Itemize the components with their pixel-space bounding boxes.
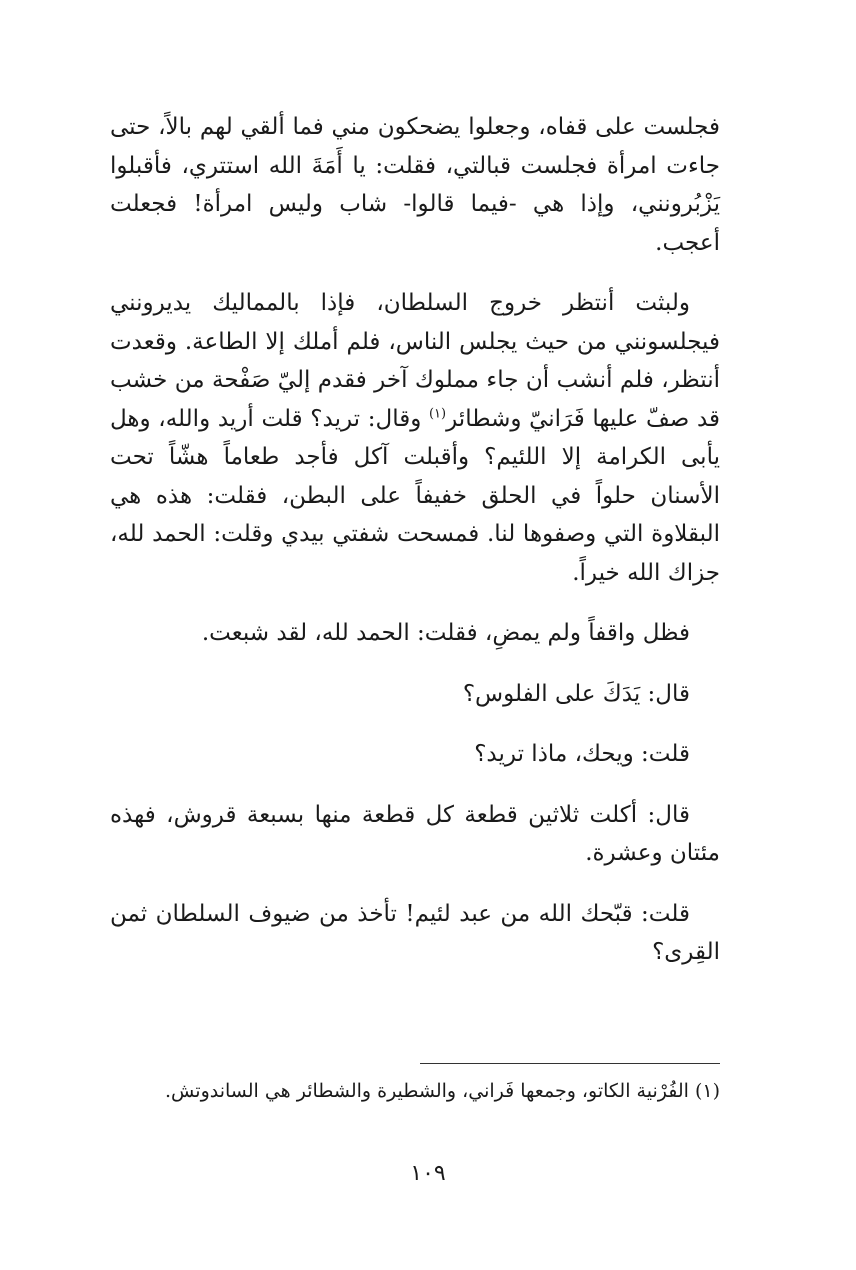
paragraph-1: فجلست على قفاه، وجعلوا يضحكون مني فما ألقي لهم بالاً، حتى جاءت امرأة فجلست قبالتي، فقلت: يا أَمَةَ الله استتري، فأقبلوا يَزْبُرونني، وإذا هي -فيما قالوا- شاب وليس امرأة! فجعلت أعجب. <box>110 114 720 256</box>
footnote-reference: (١) <box>428 405 447 421</box>
paragraph-4: قال: يَدَكَ على الفلوس؟ <box>462 680 690 707</box>
paragraph-5: قلت: ويحك، ماذا تريد؟ <box>474 741 690 767</box>
page-number: ١٠٩ <box>410 1161 446 1186</box>
page-body <box>110 108 720 994</box>
paragraph-2 <box>110 284 720 592</box>
footnote: (١) الفُرْنية الكاتو، وجمعها فَراني، والشطيرة والشطائر هي الساندوتش. <box>165 1080 720 1102</box>
paragraph-7: قلت: قبّحك الله من عبد لئيم! تأخذ من ضيوف السلطان ثمن القِرى؟ <box>110 900 720 965</box>
paragraph-2-text-before: ولبثت أنتظر خروج السلطان، فإذا بالمماليك يديرونني فيجلسونني من حيث يجلس الناس، فلم أملك إلا الطاعة. وقعدت أنتظر، فلم أنشب أن جاء مملوك آخر فقدم إليّ صَفْحة من خشب قد صفّ عليها فَرَانيّ وشطائر <box>110 290 721 432</box>
paragraph-3: فظل واقفاً ولم يمضِ، فقلت: الحمد لله، لقد شبعت. <box>201 620 690 646</box>
footnote-divider <box>420 1063 720 1064</box>
paragraph-2-text-after: وقال: تريد؟ قلت أريد والله، وهل يأبى الكرامة إلا اللئيم؟ وأقبلت آكل فأجد طعاماً هشّاً تحت الأسنان حلواً في الحلق خفيفاً على البطن، فقلت: هذه هي البقلاوة التي وصفوها لنا. فمسحت شفتي بيدي وقلت: الحمد لله، جزاك الله خيراً. <box>110 405 720 586</box>
paragraph-6: قال: أكلت ثلاثين قطعة كل قطعة منها بسبعة قروش، فهذه مئتان وعشرة. <box>110 801 720 866</box>
